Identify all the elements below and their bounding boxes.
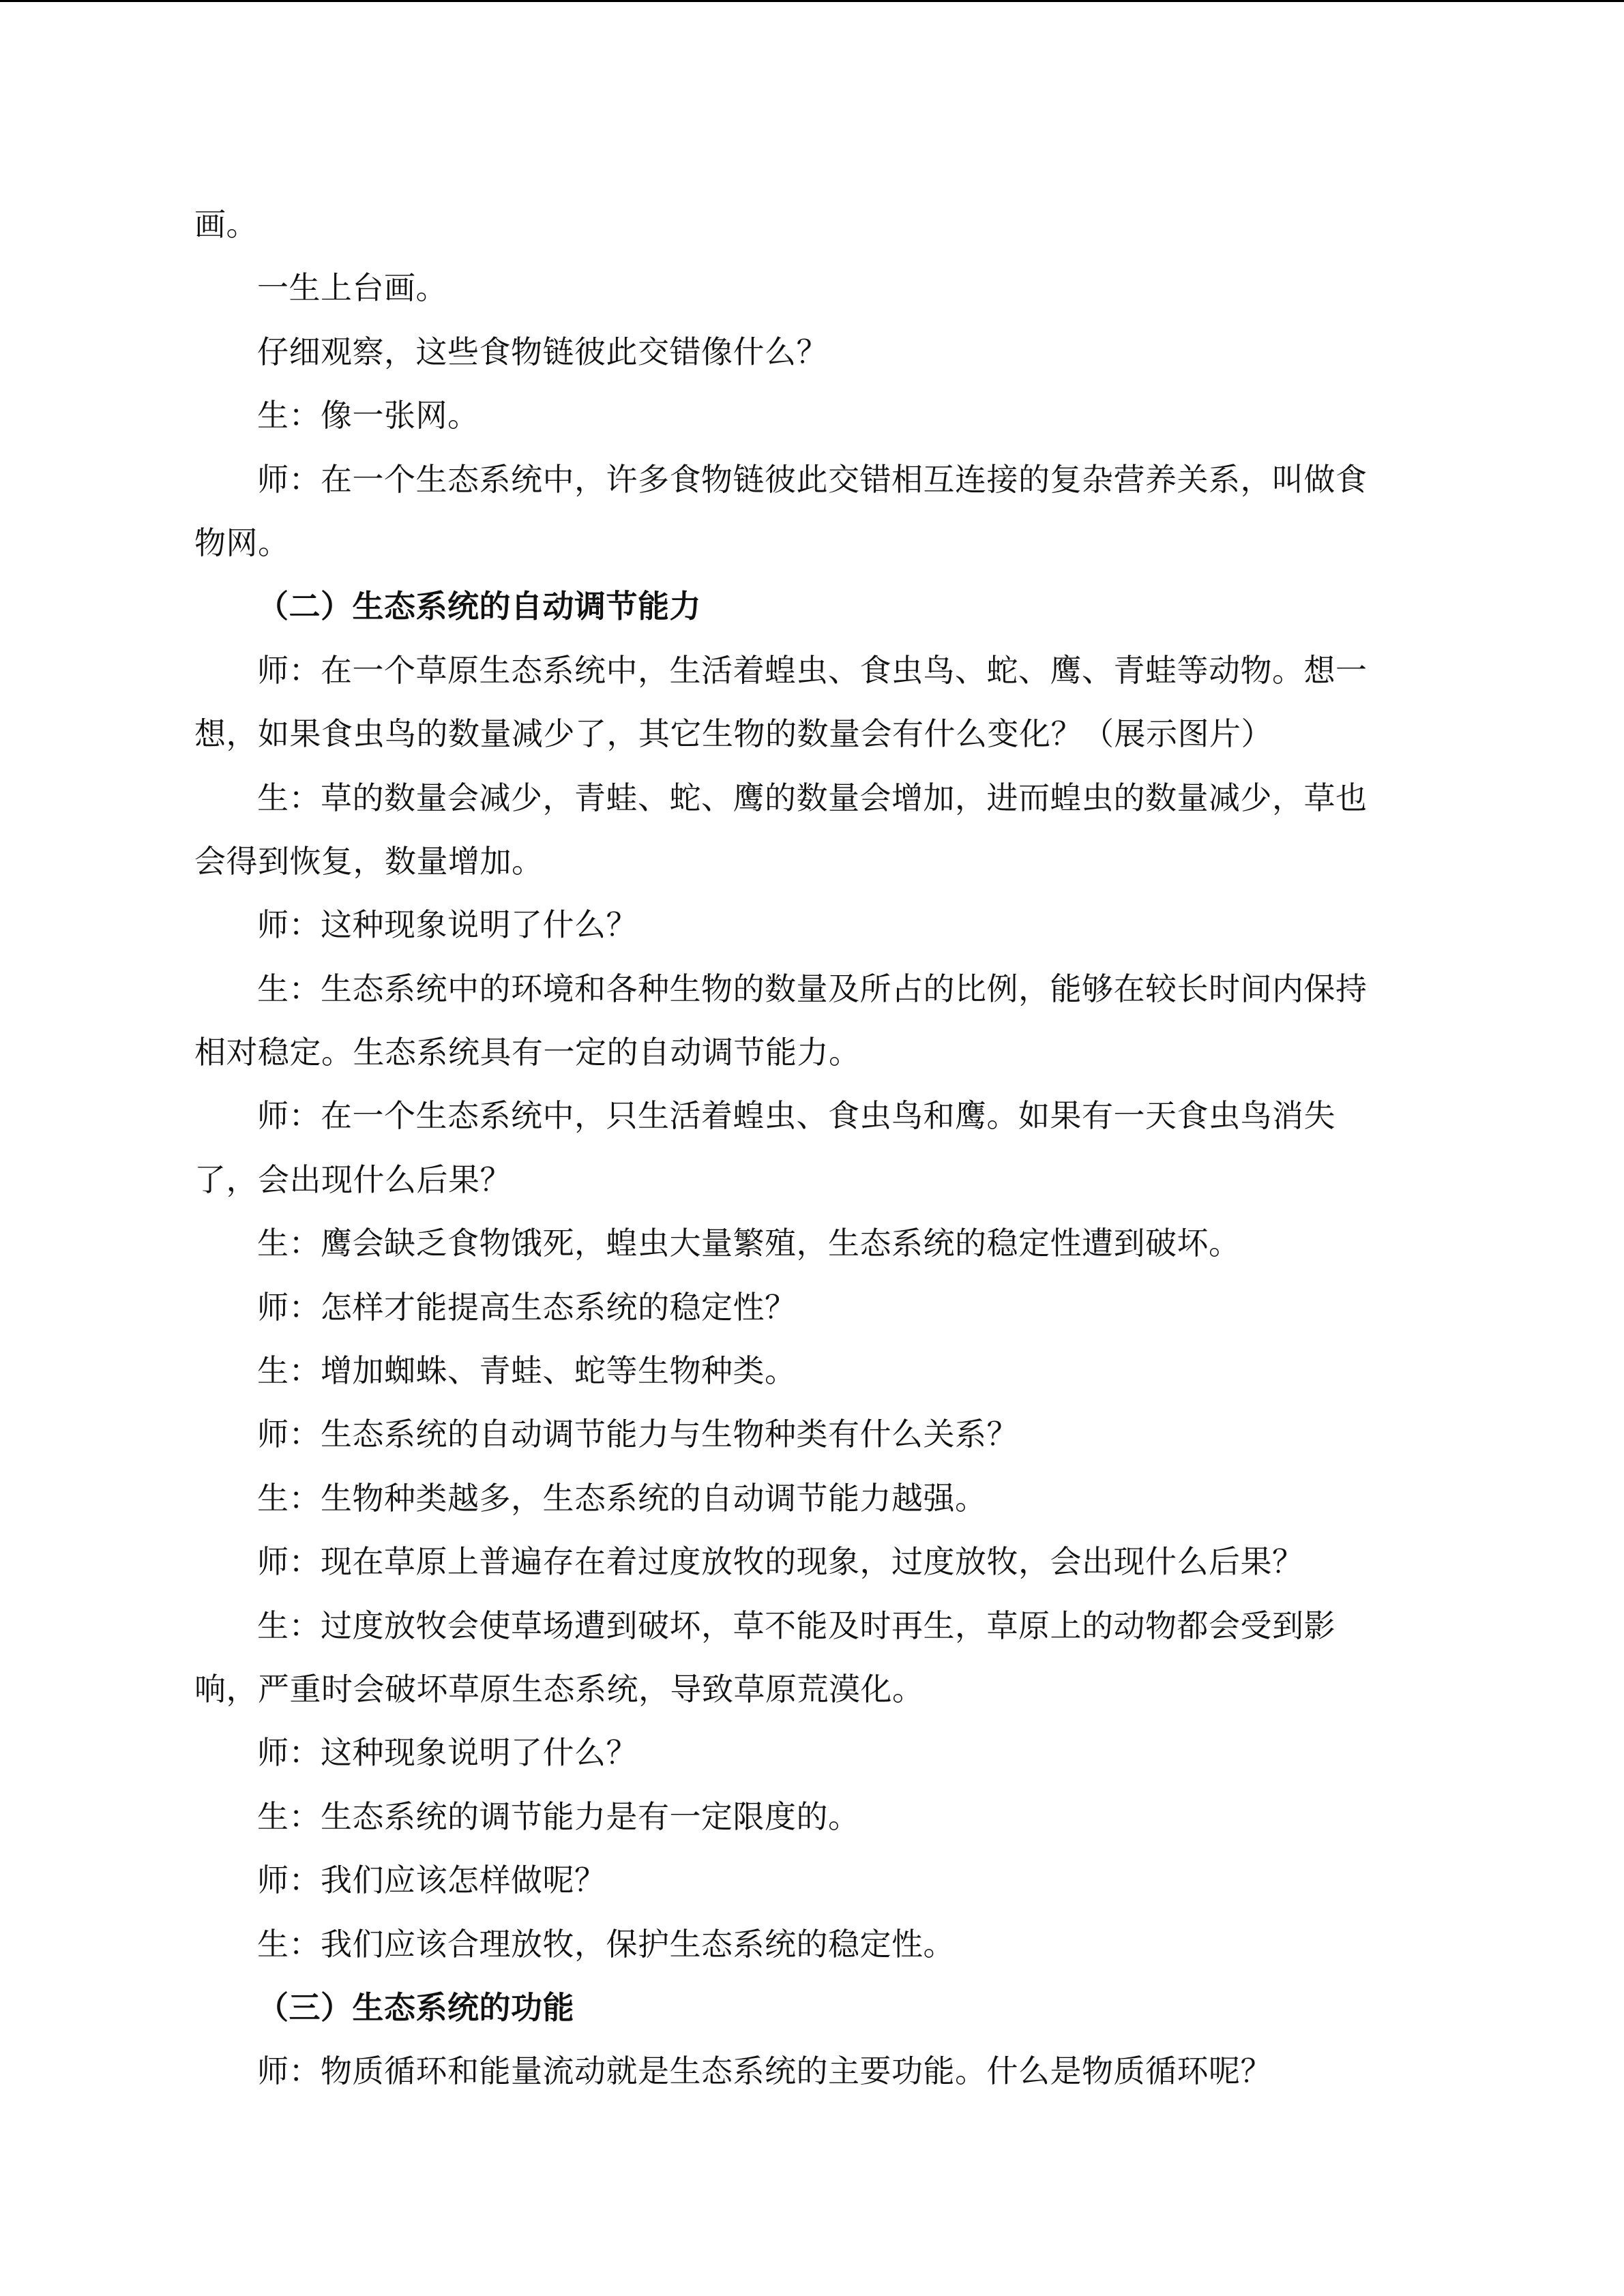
- text-line: 会得到恢复，数量增加。: [194, 842, 544, 880]
- text-line: 想，如果食虫鸟的数量减少了，其它生物的数量会有什么变化？（展示图片）: [194, 715, 1273, 753]
- text-line: 生：过度放牧会使草场遭到破坏，草不能及时再生，草原上的动物都会受到影: [257, 1607, 1335, 1644]
- text-line: 师：在一个草原生态系统中，生活着蝗虫、食虫鸟、蛇、鹰、青蛙等动物。想一: [257, 651, 1368, 689]
- text-line: 师：这种现象说明了什么？: [257, 906, 638, 944]
- text-line: 生：我们应该合理放牧，保护生态系统的稳定性。: [257, 1925, 955, 1963]
- text-line: 师：物质循环和能量流动就是生态系统的主要功能。什么是物质循环呢？: [257, 2053, 1272, 2090]
- text-line: 师：在一个生态系统中，许多食物链彼此交错相互连接的复杂营养关系，叫做食: [257, 460, 1368, 498]
- text-line: 师：我们应该怎样做呢？: [257, 1862, 606, 1899]
- section-heading: （三）生态系统的功能: [257, 1988, 574, 2026]
- text-line: 响，严重时会破坏草原生态系统，导致草原荒漠化。: [194, 1670, 924, 1708]
- text-line: 生：鹰会缺乏食物饿死，蝗虫大量繁殖，生态系统的稳定性遭到破坏。: [257, 1225, 1241, 1262]
- text-line: 画。: [194, 206, 258, 243]
- text-line: 生：增加蜘蛛、青蛙、蛇等生物种类。: [257, 1352, 797, 1390]
- text-line: 师：生态系统的自动调节能力与生物种类有什么关系？: [257, 1416, 1018, 1453]
- section-heading: （二）生态系统的自动调节能力: [257, 588, 701, 625]
- page-top-border: [0, 0, 1624, 2]
- document-page: [194, 193, 1402, 2104]
- text-line: 了，会出现什么后果？: [194, 1161, 512, 1198]
- text-line: 仔细观察，这些食物链彼此交错像什么？: [257, 333, 828, 370]
- text-line: 相对稳定。生态系统具有一定的自动调节能力。: [194, 1034, 861, 1071]
- text-line: 一生上台画。: [257, 269, 447, 307]
- text-line: 师：怎样才能提高生态系统的稳定性？: [257, 1288, 797, 1326]
- text-line: 生：像一张网。: [257, 397, 479, 434]
- text-line: 生：草的数量会减少，青蛙、蛇、鹰的数量会增加，进而蝗虫的数量减少，草也: [257, 779, 1368, 816]
- text-line: 师：这种现象说明了什么？: [257, 1734, 638, 1772]
- text-line: 生：生物种类越多，生态系统的自动调节能力越强。: [257, 1479, 987, 1517]
- text-line: 物网。: [194, 524, 290, 561]
- text-line: 生：生态系统的调节能力是有一定限度的。: [257, 1798, 860, 1835]
- text-line: 师：现在草原上普遍存在着过度放牧的现象，过度放牧，会出现什么后果？: [257, 1543, 1304, 1581]
- text-line: 师：在一个生态系统中，只生活着蝗虫、食虫鸟和鹰。如果有一天食虫鸟消失: [257, 1097, 1335, 1135]
- text-line: 生：生态系统中的环境和各种生物的数量及所占的比例，能够在较长时间内保持: [257, 970, 1368, 1007]
